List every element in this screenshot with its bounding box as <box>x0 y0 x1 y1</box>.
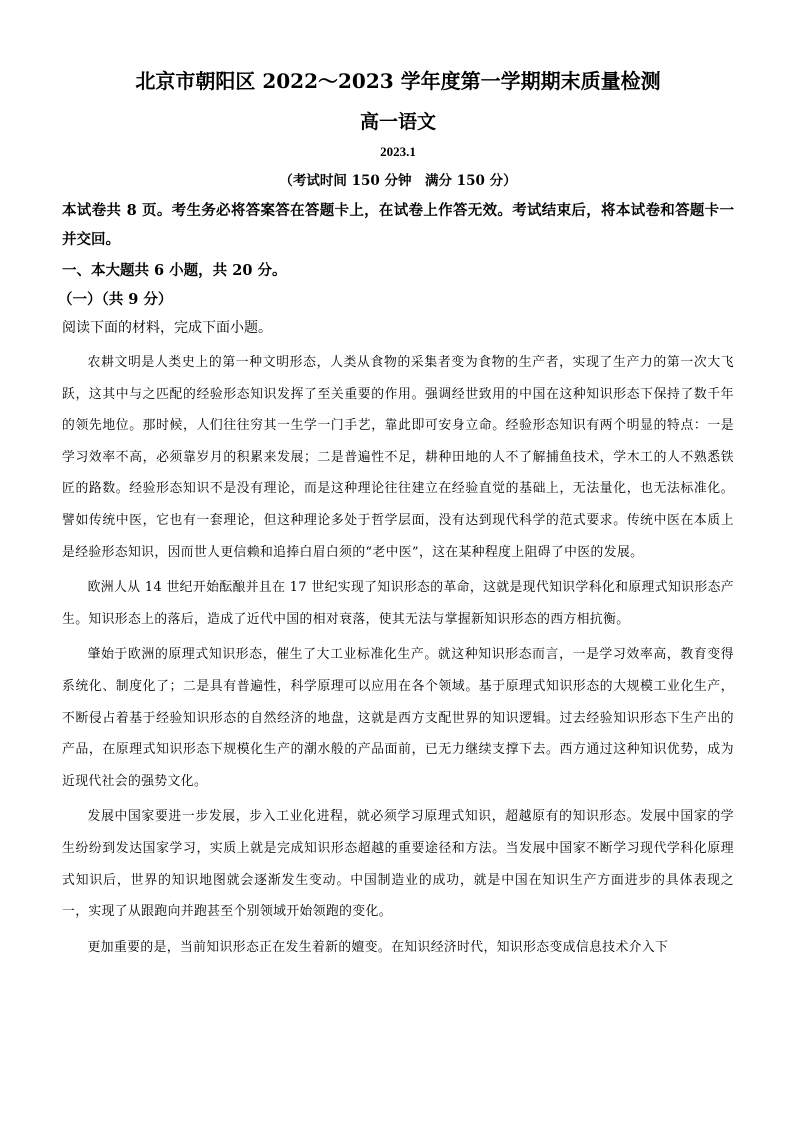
section-heading: 一、本大题共 6 小题，共 20 分。 <box>62 262 287 279</box>
passage-paragraph: 农耕文明是人类史上的第一种文明形态，人类从食物的采集者变为食物的生产者，实现了生产力的第一次大飞跃，这其中与之匹配的经验形态知识发挥了至关重要的作用。强调经世致用的中国在这种知识形态下保持了数千年的领先地位。那时候，人们往往穷其一生学一门手艺，靠此即可安身立命。经验形态知识有两个明显的特点：一是学习效率不高，必须靠岁月的积累来发展；二是普遍性不足，耕种田地的人不了解捕鱼技术，学木工的人不熟悉铁匠的路数。经验形态知识不是没有理论，而是这种理论往往建立在经验直觉的基础上，无法量化，也无法标准化。譬如传统中医，它也有一套理论，但这种理论多处于哲学层面，没有达到现代科学的范式要求。传统中医在本质上是经验形态知识，因而世人更信赖和追捧白眉白须的“老中医”，这在某种程度上阻碍了中医的发展。 <box>62 355 734 560</box>
passage-paragraph: 欧洲人从 14 世纪开始酝酿并且在 17 世纪实现了知识形态的革命，这就是现代知识学科化和原理式知识形态产生。知识形态上的落后，造成了近代中国的相对衰落，使其无法与掌握新知识形态的西方相抗衡。 <box>62 580 734 627</box>
passage-paragraph: 更加重要的是，当前知识形态正在发生着新的嬗变。在知识经济时代，知识形态变成信息技术介入下 <box>87 939 669 955</box>
passage-paragraph: 发展中国家要进一步发展，步入工业化进程，就必须学习原理式知识，超越原有的知识形态。发展中国家的学生纷纷到发达国家学习，实质上就是完成知识形态超越的重要途径和方法。当发展中国家不断学习现代学科化原理式知识后，世界的知识地图就会逐渐发生变动。中国制造业的成功，就是中国在知识生产方面进步的具体表现之一，实现了从跟跑向并跑甚至个别领域开始领跑的变化。 <box>62 809 734 920</box>
section-sub-heading: （一）（共 9 分） <box>58 291 173 308</box>
passage-paragraph: 肇始于欧洲的原理式知识形态，催生了大工业标准化生产。就这种知识形态而言，一是学习效率高，教育变得系统化、制度化了；二是具有普遍性，科学原理可以应用在各个领域。基于原理式知识形态的大规模工业化生产，不断侵占着基于经验知识形态的自然经济的地盘，这就是西方支配世界的知识逻辑。过去经验知识形态下生产出的产品，在原理式知识形态下规模化生产的潮水般的产品面前，已无力继续支撑下去。西方通过这种知识优势，成为近现代社会的强势文化。 <box>62 647 734 789</box>
exam-time-score: （考试时间 150 分钟 满分 150 分） <box>279 173 517 189</box>
exam-page <box>58 66 734 967</box>
reading-passage <box>62 347 734 963</box>
exam-date: 2023.1 <box>380 144 416 159</box>
reading-instruction: 阅读下面的材料，完成下面小题。 <box>62 320 272 336</box>
exam-subject: 高一语文 <box>359 111 436 133</box>
exam-title: 北京市朝阳区 2022～2023 学年度第一学期期末质量检测 <box>135 69 661 93</box>
exam-notice: 本试卷共 8 页。考生务必将答案答在答题卡上，在试卷上作答无效。考试结束后，将本试卷和答题卡一并交回。 <box>62 202 734 248</box>
